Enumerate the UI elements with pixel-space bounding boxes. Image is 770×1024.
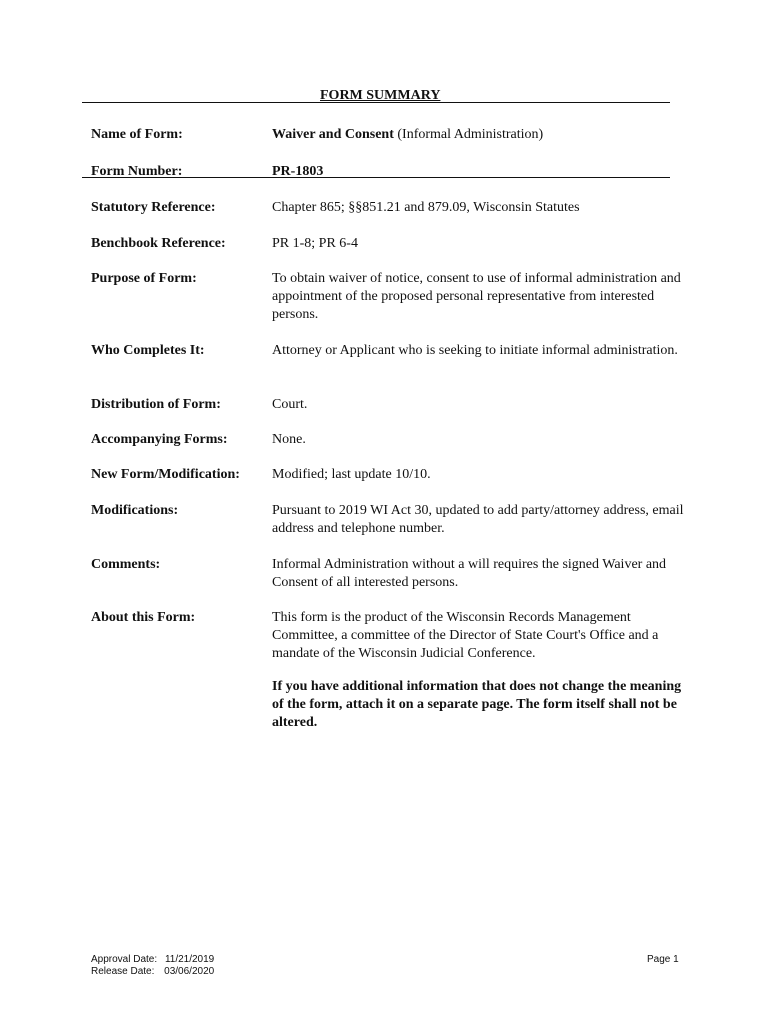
accompanying-forms-label: Accompanying Forms:: [91, 432, 228, 447]
page-title: FORM SUMMARY: [320, 88, 441, 103]
distribution-of-form-label: Distribution of Form:: [91, 397, 221, 412]
statutory-reference-value: Chapter 865; §§851.21 and 879.09, Wisconsin Statutes: [272, 200, 580, 215]
name-of-form-label: Name of Form:: [91, 127, 183, 142]
purpose-of-form-label: Purpose of Form:: [91, 271, 197, 286]
benchbook-reference-label: Benchbook Reference:: [91, 236, 226, 251]
form-number-divider: [82, 177, 670, 178]
who-completes-it-label: Who Completes It:: [91, 343, 205, 358]
form-number-label: Form Number:: [91, 164, 183, 179]
alteration-notice: If you have additional information that does not change the meaning of the form, attach it on a separate page. The form itself shall not be altered.: [272, 679, 682, 730]
page-number: Page 1: [647, 954, 679, 965]
name-of-form-subtitle: (Informal Administration): [393, 127, 544, 142]
purpose-of-form-value: To obtain waiver of notice, consent to use of informal administration and appointment of the proposed personal representative from interested persons.: [272, 271, 681, 322]
release-date-value: 03/06/2020: [164, 966, 215, 977]
comments-value: Informal Administration without a will requires the signed Waiver and Consent of all interested persons.: [272, 557, 667, 590]
name-of-form-title: Waiver and Consent: [272, 127, 394, 142]
statutory-reference-label: Statutory Reference:: [91, 200, 216, 215]
release-date-line: [91, 966, 214, 978]
benchbook-reference-value: PR 1-8; PR 6-4: [272, 236, 358, 251]
new-form-modification-label: New Form/Modification:: [91, 467, 240, 482]
approval-date-label: Approval Date:: [91, 954, 158, 965]
comments-label: Comments:: [91, 557, 161, 572]
distribution-of-form-value: Court.: [272, 397, 308, 412]
approval-date-value: 11/21/2019: [164, 954, 215, 965]
accompanying-forms-value: None.: [272, 432, 306, 447]
title-divider: [82, 102, 670, 103]
about-this-form-label: About this Form:: [91, 610, 196, 625]
modifications-label: Modifications:: [91, 503, 179, 518]
about-this-form-value: This form is the product of the Wisconsin Records Management Committee, a committee of the Director of State Court's Office and a mandate of the Wisconsin Judicial Conference.: [272, 610, 659, 661]
form-number-value: PR-1803: [272, 164, 324, 179]
who-completes-it-value: Attorney or Applicant who is seeking to initiate informal administration.: [272, 343, 678, 358]
new-form-modification-value: Modified; last update 10/10.: [272, 467, 431, 482]
release-date-label: Release Date:: [91, 966, 155, 977]
name-of-form-value: [272, 126, 684, 144]
approval-date-line: [91, 954, 214, 966]
modifications-value: Pursuant to 2019 WI Act 30, updated to add party/attorney address, email address and telephone number.: [272, 503, 684, 536]
